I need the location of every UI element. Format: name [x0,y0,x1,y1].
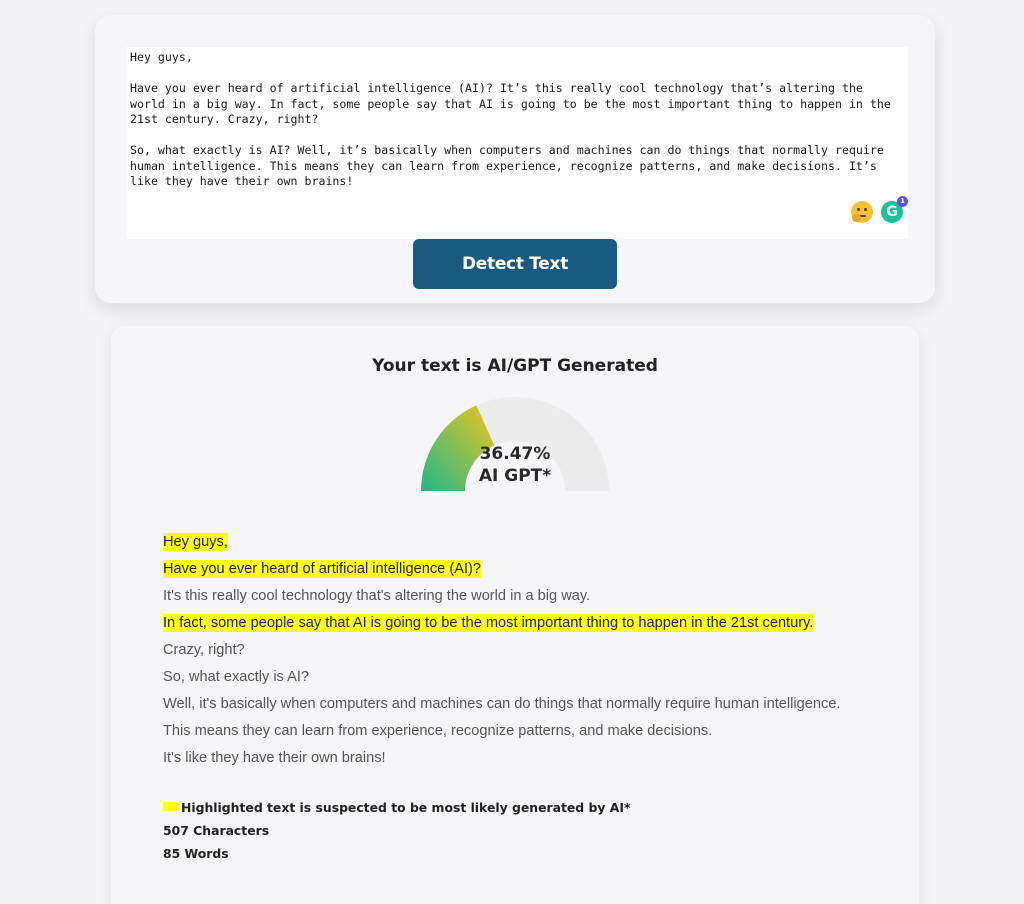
sentence-text: It's this really cool technology that's altering the world in a big way. [163,588,591,604]
sentence-row [163,612,903,639]
legend-text: Highlighted text is suspected to be most likely generated by AI* [181,800,631,815]
sentence-text: Crazy, right? [163,642,245,658]
sentence-row [163,666,903,693]
text-input[interactable] [126,47,908,239]
legend-row [163,796,630,819]
sentence-row [163,558,903,585]
sentence-row [163,585,903,612]
sentence-row [163,747,903,774]
highlighted-sentence: Have you ever heard of artificial intelligence (AI)? [163,561,481,577]
highlighted-sentence: In fact, some people say that AI is going to be the most important thing to happen in the 21st century. [163,615,814,631]
highlighted-sentence: Hey guys, [163,534,228,550]
gauge-label [418,443,612,487]
sentence-row [163,639,903,666]
gauge-percent: 36.47% [479,444,551,464]
extension-icons [851,197,905,223]
grammarly-badge: 1 [897,196,908,207]
word-count: 85 Words [163,846,229,861]
sentence-text: So, what exactly is AI? [163,669,310,685]
detect-text-button[interactable]: Detect Text [413,239,617,289]
sentence-text: Well, it's basically when computers and machines can do things that normally require human intelligence. [163,696,841,712]
sentence-row [163,720,903,747]
result-title: Your text is AI/GPT Generated [372,356,658,376]
result-card [111,326,919,904]
sentence-row [163,531,903,558]
character-count: 507 Characters [163,823,270,838]
gauge-caption: AI GPT* [478,466,552,486]
sentence-text: This means they can learn from experience, recognize patterns, and make decisions. [163,723,713,739]
legend [163,796,630,865]
analyzed-sentences [163,531,903,774]
highlight-swatch [163,802,179,811]
thinking-face-emoji-icon[interactable] [851,201,873,223]
input-card [95,15,935,303]
sentence-row [163,693,903,720]
grammarly-letter: G [886,204,898,220]
sentence-text: It's like they have their own brains! [163,750,386,766]
grammarly-icon[interactable] [881,197,905,223]
